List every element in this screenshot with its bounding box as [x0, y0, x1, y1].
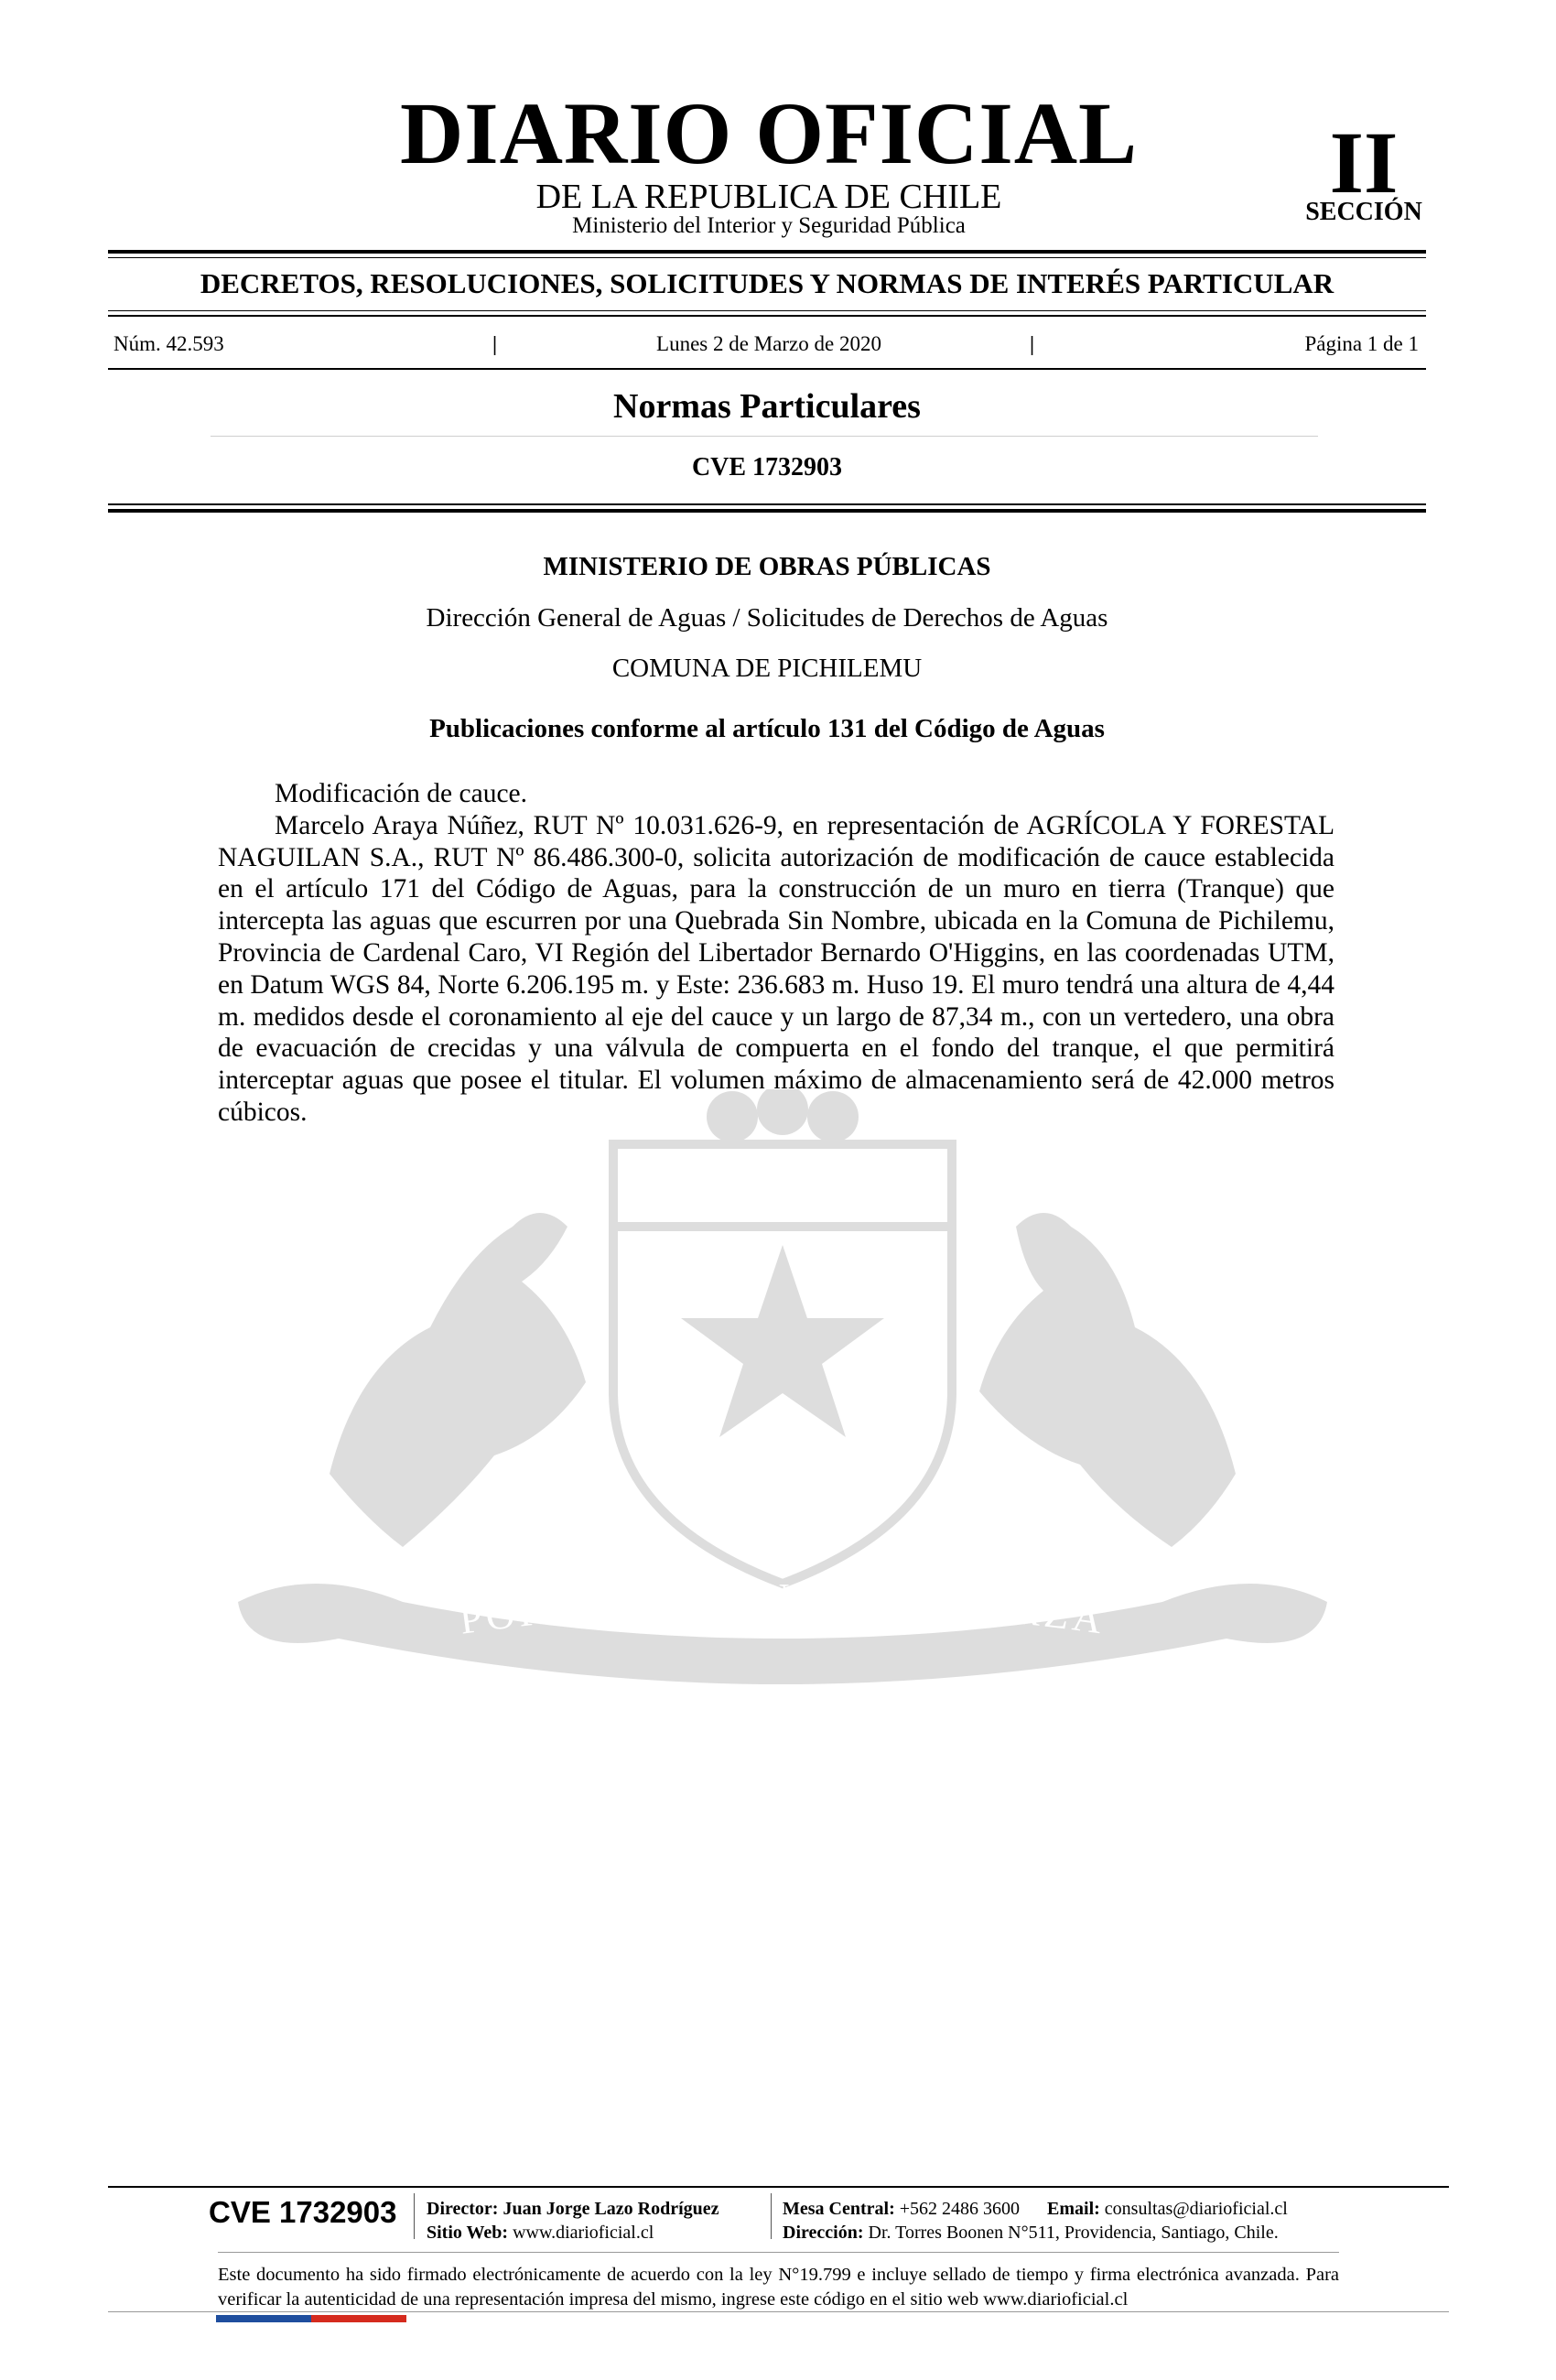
footer-divider: [771, 2193, 772, 2239]
category-rule: [211, 436, 1318, 437]
footer-notice: Este documento ha sido firmado electrónicamente de acuerdo con la ley N°19.799 e incluye sellado de tiempo y firma electrónica avanzada. Para verificar la autenticidad de una representación impresa del mismo, ingrese este código en el sitio web www.diarioficial.cl: [218, 2265, 1339, 2310]
banner-top-rule: [108, 250, 1426, 254]
email-link[interactable]: consultas@diarioficial.cl: [1104, 2199, 1288, 2219]
issue-number: Núm. 42.593: [113, 332, 224, 355]
section-banner: DECRETOS, RESOLUCIONES, SOLICITUDES Y NORMAS DE INTERÉS PARTICULAR: [200, 267, 1334, 299]
header-rule-thin: [108, 503, 1426, 505]
category-heading: Normas Particulares: [613, 387, 921, 426]
document-body: [218, 778, 1334, 1129]
masthead-subtitle: DE LA REPUBLICA DE CHILE: [535, 178, 1002, 216]
motto-text: POR LA RAZON O LA FUERZA: [457, 1574, 1108, 1643]
address-label: Dirección:: [783, 2223, 864, 2243]
footer-cve-code: CVE 1732903: [209, 2195, 397, 2229]
director-name: Juan Jorge Lazo Rodríguez: [502, 2199, 719, 2219]
flag-stripe-red: [311, 2315, 406, 2322]
cve-code: CVE 1732903: [691, 453, 843, 481]
footer-contact-block: [783, 2197, 1288, 2245]
section-label: SECCIÓN: [1305, 198, 1422, 226]
banner-bottom-rule-thin: [108, 310, 1426, 311]
footer-bottom-rule: [108, 2311, 1449, 2312]
director-label: Director:: [427, 2199, 499, 2219]
banner-top-rule-thin: [108, 257, 1426, 258]
issue-date: Lunes 2 de Marzo de 2020: [656, 332, 881, 355]
section-number: II: [1329, 114, 1399, 211]
direction-line: Dirección General de Aguas / Solicitudes de Derechos de Aguas: [426, 603, 1108, 633]
footer-divider: [414, 2193, 415, 2239]
footer-thin-rule: [218, 2252, 1339, 2253]
publication-title: Publicaciones conforme al artículo 131 del Código de Aguas: [429, 714, 1105, 743]
footer-rule: [108, 2186, 1449, 2188]
website-link[interactable]: www.diarioficial.cl: [513, 2223, 654, 2243]
commune-line: COMUNA DE PICHILEMU: [611, 654, 923, 683]
header-rule-thick: [108, 509, 1426, 513]
website-label: Sitio Web:: [427, 2223, 509, 2243]
coat-of-arms-watermark: [220, 1089, 1345, 1684]
footer-director-block: [427, 2197, 719, 2245]
meta-separator: |: [1030, 332, 1035, 355]
flag-stripe-blue: [216, 2315, 311, 2322]
body-paragraph: Modificación de cauce.: [275, 779, 528, 808]
phone-label: Mesa Central:: [783, 2199, 895, 2219]
body-paragraph: Marcelo Araya Núñez, RUT Nº 10.031.626-9, en representación de AGRÍCOLA Y FORESTAL NAGUILAN S.A., RUT Nº 86.486.300-0, solicita autorización de modificación de cauce establecida en el artículo 171 del Código de Aguas, para la construcción de un muro en tierra (Tranque) que intercepta las aguas que escurren por una Quebrada Sin Nombre, ubicada en la Comuna de Pichilemu, Provincia de Cardenal Caro, VI Región del Libertador Bernardo O'Higgins, en las coordenadas UTM, en Datum WGS 84, Norte 6.206.195 m. y Este: 236.683 m. Huso 19. El muro tendrá una altura de 4,44 m. medidos desde el coronamiento al eje del cauce y un largo de 87,34 m., con un vertedero, una obra de evacuación de crecidas y una válvula de compuerta en el fondo del tranque, el que permitirá interceptar aguas que posee el titular. El volumen máximo de almacenamiento será de 42.000 metros cúbicos.: [218, 810, 1334, 1127]
email-label: Email:: [1047, 2199, 1100, 2219]
ministry-heading: MINISTERIO DE OBRAS PÚBLICAS: [543, 552, 991, 581]
meta-rule: [108, 368, 1426, 370]
meta-separator: |: [492, 332, 498, 355]
masthead-ministry: Ministerio del Interior y Seguridad Pública: [572, 213, 966, 238]
address-text: Dr. Torres Boonen N°511, Providencia, Santiago, Chile.: [868, 2223, 1279, 2243]
masthead-title: DIARIO OFICIAL: [399, 84, 1139, 182]
page-indicator: Página 1 de 1: [1304, 332, 1419, 355]
banner-bottom-rule: [108, 315, 1426, 317]
phone-number: +562 2486 3600: [899, 2199, 1021, 2219]
